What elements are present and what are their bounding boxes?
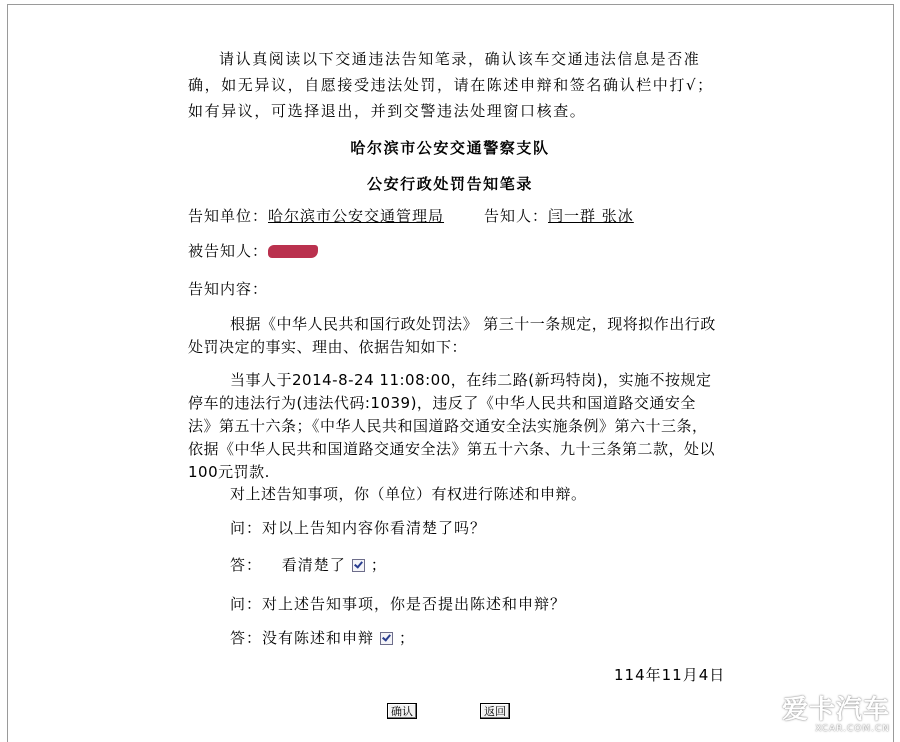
notice-target-row — [188, 240, 318, 261]
violation-details-paragraph: 当事人于2014-8-24 11:08:00，在纬二路(新玛特岗)，实施不按规定停车的违法行为(违法代码:1039)，违反了《中华人民共和国道路交通安全法》第五十六条；《中华人民共和国道路交通安全法实施条例》第六十三条，依据《中华人民共和国道路交通安全法》第五十六条、九十三条第二款，处以100元罚款. — [188, 371, 716, 481]
rights-paragraph: 对上述告知事项，你（单位）有权进行陈述和申辩。 — [230, 485, 587, 503]
intro-instructions: 请认真阅读以下交通违法告知笔录，确认该车交通违法信息是否准确，如无异议，自愿接受违法处罚，请在陈述申辩和签名确认栏中打√；如有异议，可选择退出，并到交警违法处理窗口核查。 — [188, 50, 714, 120]
back-button[interactable]: 返回 — [480, 703, 510, 719]
unit-label: 告知单位： — [188, 207, 269, 225]
notice-date: 114年11月4日 — [614, 666, 726, 684]
answer-2-suffix: ； — [399, 629, 416, 647]
question-2: 问：对上述告知事项，你是否提出陈述和申辩？ — [230, 595, 567, 613]
answer-2-text: 没有陈述和申辩 — [262, 629, 375, 647]
answer-2-checkbox[interactable] — [380, 632, 393, 645]
answer-1-checkbox[interactable] — [352, 559, 365, 572]
person-label: 告知人： — [484, 207, 549, 225]
answer-1-prefix: 答： — [230, 556, 263, 574]
org-title: 哈尔滨市公安交通警察支队 — [350, 139, 550, 157]
confirm-button[interactable]: 确认 — [387, 703, 417, 719]
site-watermark — [782, 696, 890, 734]
notice-person-row — [484, 205, 634, 226]
notice-unit-row — [188, 205, 444, 226]
answer-2-row — [230, 627, 415, 648]
question-1: 问：对以上告知内容你看清楚了吗？ — [230, 519, 487, 537]
document-title: 公安行政处罚告知笔录 — [366, 175, 533, 193]
unit-value: 哈尔滨市公安交通管理局 — [268, 207, 445, 225]
watermark-url: XCAR.COM.CN — [815, 724, 890, 734]
watermark-brand: 爱卡汽车 — [781, 695, 890, 725]
person-value: 闫一群 张冰 — [548, 207, 634, 225]
redacted-name — [268, 245, 318, 258]
target-label: 被告知人： — [188, 242, 269, 260]
answer-1-text: 看清楚了 — [281, 556, 346, 574]
answer-1-row — [230, 554, 387, 575]
content-label: 告知内容： — [188, 280, 269, 298]
answer-1-suffix: ； — [370, 556, 387, 574]
answer-2-prefix: 答： — [230, 629, 263, 647]
legal-basis-paragraph: 根据《中华人民共和国行政处罚法》 第三十一条规定，现将拟作出行政处罚决定的事实、理由、依据告知如下： — [188, 315, 716, 356]
